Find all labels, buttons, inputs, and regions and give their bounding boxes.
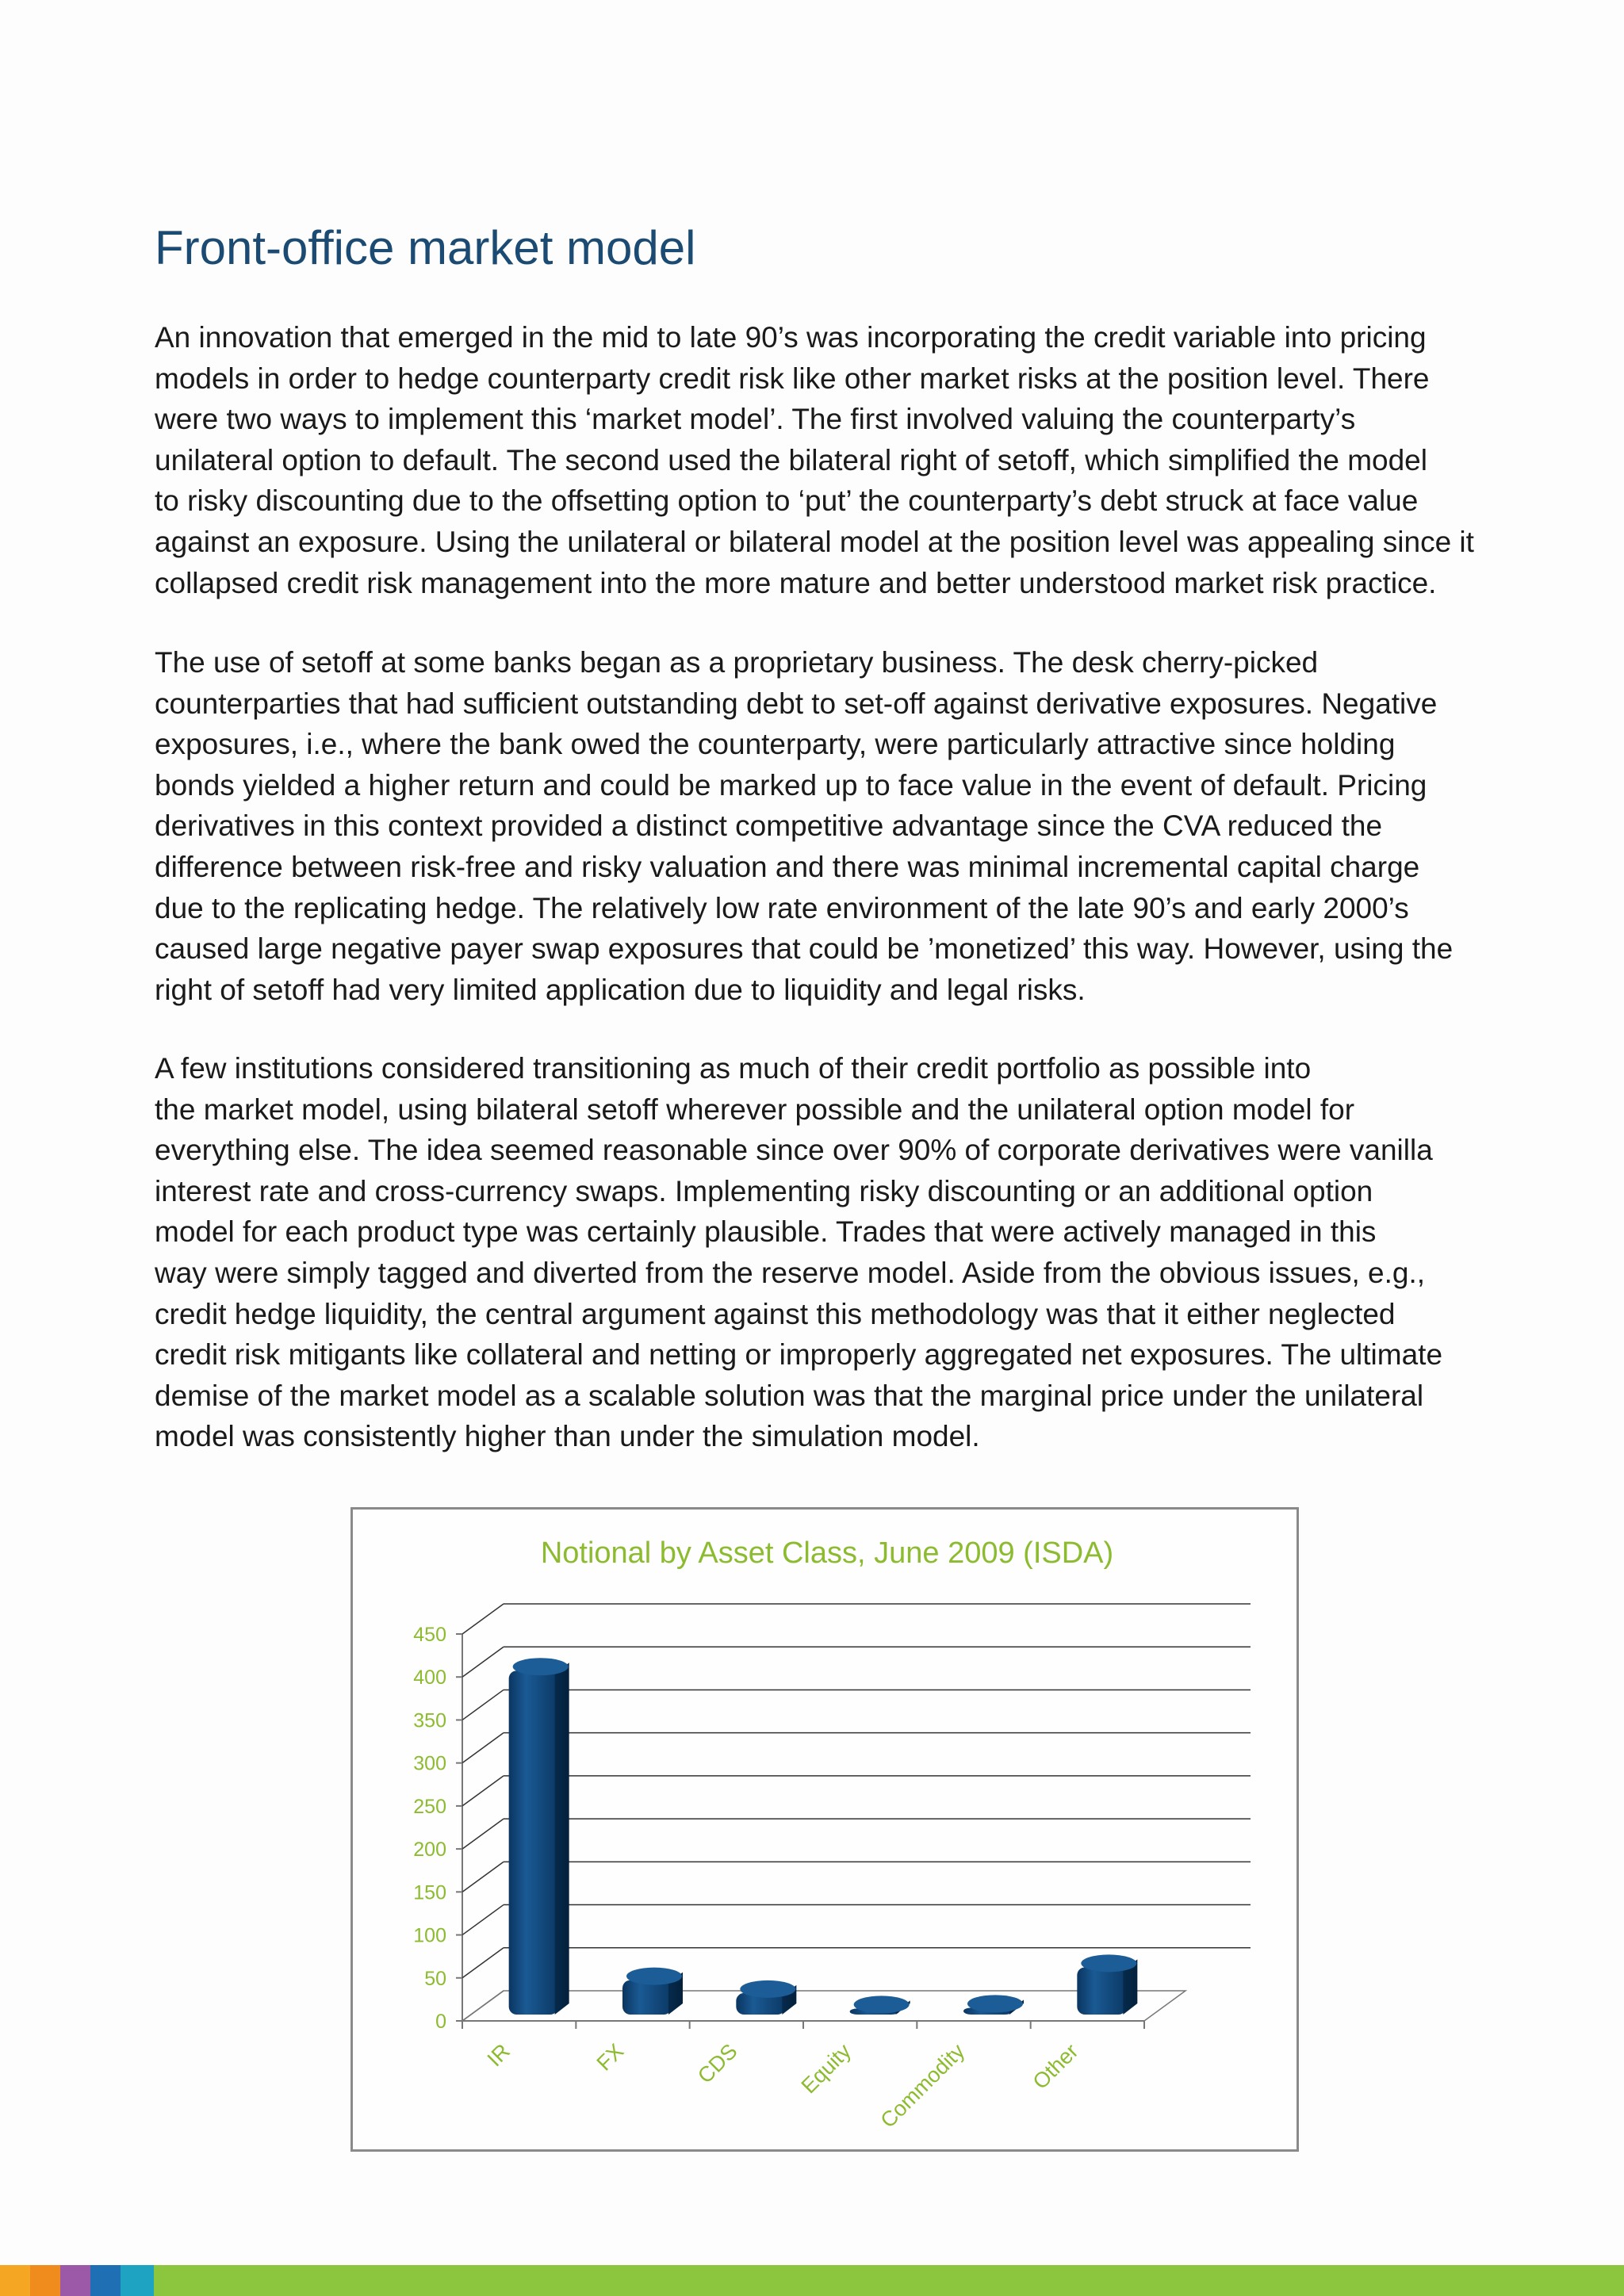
bar-equity	[850, 1996, 910, 2015]
bar-top	[1081, 1954, 1136, 1972]
paragraph-line: models in order to hedge counterparty credit risk like other market risks at the position level. There	[155, 362, 1430, 395]
x-tick-label: CDS	[693, 2039, 742, 2088]
y-tick-label: 300	[413, 1752, 446, 1775]
paragraph-line: caused large negative payer swap exposures that could be ’monetized’ this way. However, using the	[155, 932, 1454, 966]
paragraph-line: the market model, using bilateral setoff wherever possible and the unilateral option model for	[155, 1093, 1355, 1126]
x-tick-label: FX	[592, 2039, 629, 2076]
paragraph-line: exposures, i.e., where the bank owed the counterparty, were particularly attractive since holding	[155, 728, 1396, 761]
paragraph-line: interest rate and cross-currency swaps. Implementing risky discounting or an additional option	[155, 1174, 1373, 1207]
bar-cds	[736, 1980, 796, 2015]
footer-swatch	[121, 2265, 154, 2296]
paragraph-line: way were simply tagged and diverted from the reserve model. Aside from the obvious issues, e.g.,	[155, 1256, 1426, 1289]
bar-front	[1077, 1967, 1126, 2015]
bar-side	[555, 1663, 569, 2015]
gridline-diagonal	[462, 1948, 504, 1978]
gridline-diagonal	[462, 1905, 504, 1935]
paragraph-line: An innovation that emerged in the mid to late 90’s was incorporating the credit variable into pricing	[155, 321, 1427, 354]
y-tick-label: 200	[413, 1839, 446, 1862]
paragraph-line: credit hedge liquidity, the central argument against this methodology was that it either neglected	[155, 1297, 1396, 1330]
paragraph-line: The use of setoff at some banks began as a proprietary business. The desk cherry-picked	[155, 646, 1319, 679]
footer-swatch	[0, 2265, 30, 2296]
bar-front	[509, 1670, 558, 2015]
paragraph-line: collapsed credit risk management into the more mature and better understood market risk practice.	[155, 566, 1437, 599]
paragraph-line: due to the replicating hedge. The relatively low rate environment of the late 90’s and early 2000’s	[155, 891, 1409, 924]
gridline-diagonal	[462, 1689, 504, 1720]
bar-top	[967, 1995, 1023, 2012]
paragraph-line: model was consistently higher than under the simulation model.	[155, 1420, 980, 1453]
bar-ir	[509, 1658, 569, 2015]
paragraph-line: demise of the market model as a scalable solution was that the marginal price under the unilateral	[155, 1379, 1424, 1412]
paragraph-line: A few institutions considered transitioning as much of their credit portfolio as possible into	[155, 1052, 1312, 1085]
bar-commodity	[963, 1995, 1024, 2015]
paragraph-line: against an exposure. Using the unilateral or bilateral model at the position level was appealing since it	[155, 525, 1474, 558]
bar-top	[626, 1968, 682, 1985]
chart-title: Notional by Asset Class, June 2009 (ISDA)	[540, 1536, 1114, 1570]
y-tick-label: 0	[435, 2011, 446, 2033]
footer-color-bar	[0, 2265, 1624, 2296]
gridline-diagonal	[462, 1819, 504, 1849]
footer-swatch	[90, 2265, 121, 2296]
paragraph-line: unilateral option to default. The second used the bilateral right of setoff, which simplified the model	[155, 443, 1427, 476]
gridline-diagonal	[462, 1733, 504, 1763]
gridline-diagonal	[462, 1776, 504, 1806]
bar-top	[513, 1658, 569, 1675]
paragraph-line: model for each product type was certainly plausible. Trades that were actively managed in this	[155, 1215, 1377, 1249]
y-tick-label: 150	[413, 1881, 446, 1904]
footer-swatch	[30, 2265, 60, 2296]
page-title: Front-office market model	[155, 221, 696, 274]
x-tick-label: Other	[1028, 2039, 1083, 2094]
bar-top	[854, 1996, 910, 2013]
x-tick-label: IR	[482, 2039, 515, 2072]
paragraph-line: counterparties that had sufficient outstanding debt to set-off against derivative exposures. Negative	[155, 687, 1438, 720]
paragraph-line: credit risk mitigants like collateral and netting or improperly aggregated net exposures. The ultimate	[155, 1338, 1443, 1372]
paragraph-line: difference between risk-free and risky valuation and there was minimal incremental capital charge	[155, 850, 1420, 883]
bar-top	[740, 1980, 795, 1998]
gridline-diagonal	[462, 1647, 504, 1677]
paragraph-line: to risky discounting due to the offsetting option to ‘put’ the counterparty’s debt struck at face value	[155, 484, 1419, 518]
paragraph-line: bonds yielded a higher return and could be marked up to face value in the event of default. Pricing	[155, 768, 1427, 802]
footer-swatch	[154, 2265, 1624, 2296]
bar-front	[622, 1980, 672, 2015]
chart-floor	[462, 1991, 1185, 2021]
y-tick-label: 400	[413, 1667, 446, 1689]
y-tick-label: 50	[424, 1967, 446, 1990]
paragraph-1	[155, 317, 1474, 603]
x-tick-label: Equity	[796, 2039, 856, 2099]
gridline-diagonal	[462, 1862, 504, 1892]
x-tick-label: Commodity	[875, 2039, 970, 2133]
paragraph-2	[155, 642, 1471, 1010]
footer-swatch	[60, 2265, 90, 2296]
paragraph-line: derivatives in this context provided a distinct competitive advantage since the CVA reduced the	[155, 809, 1383, 843]
paragraph-line: were two ways to implement this ‘market model’. The first involved valuing the counterparty’s	[155, 403, 1356, 436]
y-tick-label: 100	[413, 1924, 446, 1947]
chart-frame	[350, 1507, 1299, 2152]
bar-chart	[353, 1510, 1297, 2149]
paragraph-line: everything else. The idea seemed reasonable since over 90% of corporate derivatives were vanilla	[155, 1134, 1433, 1167]
y-tick-label: 450	[413, 1624, 446, 1646]
bar-other	[1077, 1954, 1137, 2015]
paragraph-line: right of setoff had very limited application due to liquidity and legal risks.	[155, 973, 1086, 1006]
y-tick-label: 350	[413, 1709, 446, 1732]
bar-fx	[622, 1968, 683, 2015]
y-tick-label: 250	[413, 1795, 446, 1818]
paragraph-3	[155, 1048, 1471, 1457]
gridline-diagonal	[462, 1604, 504, 1634]
